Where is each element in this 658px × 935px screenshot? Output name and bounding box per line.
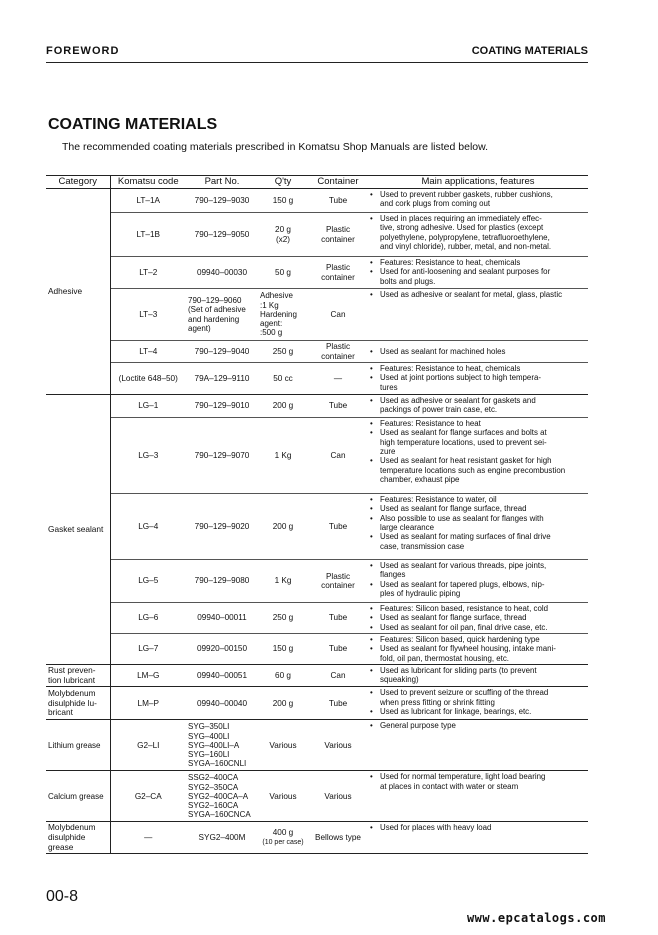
applications-cell: • Used as lubricant for sliding parts (to prevent squeaking) (368, 665, 588, 687)
table-row (46, 363, 588, 395)
header-section-title: FOREWORD (46, 45, 120, 57)
part-cell: SYG–350LI SYG–400LI SYG–400LI–A SYG–160LI SYGA–160CNLI (186, 720, 258, 771)
part-cell: 790–129–9040 (186, 341, 258, 363)
col-header-container: Container (308, 176, 368, 189)
table-row (46, 257, 588, 289)
container-cell: Plastic container (308, 341, 368, 363)
applications-cell: • Used as sealant for machined holes (368, 341, 588, 363)
container-cell: Plastic container (308, 213, 368, 257)
container-cell: Can (308, 289, 368, 341)
table-header-row (46, 176, 588, 189)
table-row (46, 771, 588, 822)
part-cell: 790–129–9070 (186, 418, 258, 494)
col-header-applications: Main applications, features (368, 176, 588, 189)
applications-cell: • Used to prevent seizure or scuffing of the thread when press fitting or shrink fitting • Used as lubricant for linkage, bearings, etc. (368, 687, 588, 720)
container-cell: Tube (308, 603, 368, 634)
code-cell: LG–4 (110, 494, 186, 560)
code-cell: — (110, 822, 186, 854)
code-cell: LT–1A (136, 195, 160, 205)
qty-cell: 250 g (258, 603, 308, 634)
code-cell: (Loctite 648–50) (110, 363, 186, 395)
category-gasket-sealant: Gasket sealant (46, 395, 110, 665)
table-row (46, 189, 588, 213)
code-cell: G2–CA (110, 771, 186, 822)
qty-cell: 60 g (258, 665, 308, 687)
part-cell: 790–129–9020 (186, 494, 258, 560)
category-molybdenum-grease: Molybdenum disulphide grease (46, 822, 110, 854)
watermark-url: www.epcatalogs.com (466, 911, 606, 925)
qty-cell: 200 g (258, 687, 308, 720)
part-cell: 790–129–9050 (186, 213, 258, 257)
table-row (46, 341, 588, 363)
page-title: COATING MATERIALS (48, 116, 218, 133)
table-row (46, 395, 588, 418)
category-molybdenum-lubricant: Molybdenum disulphide lu- bricant (46, 687, 110, 720)
code-cell: LG–6 (110, 603, 186, 634)
qty-cell: 400 g (10 per case) (258, 822, 308, 854)
part-cell: 09940–00011 (186, 603, 258, 634)
part-cell: 790–129–9060 (Set of adhesive and hardening agent) (186, 289, 258, 341)
container-cell: Tube (328, 195, 348, 205)
qty-cell: 200 g (272, 401, 294, 411)
qty-cell: 50 g (258, 257, 308, 289)
qty-cell: Various (258, 771, 308, 822)
applications-cell: • Used as adhesive or sealant for metal, glass, plastic (368, 289, 588, 341)
table-row (46, 603, 588, 634)
applications-cell: • General purpose type (368, 720, 588, 771)
part-cell: 790–129–9030 (194, 195, 250, 205)
part-cell: 79A–129–9110 (186, 363, 258, 395)
category-rust-prevention: Rust preven- tion lubricant (46, 665, 110, 687)
qty-cell: 150 g (272, 195, 294, 205)
part-cell: 790–129–9080 (186, 560, 258, 603)
container-cell: Tube (328, 401, 348, 411)
qty-cell: 50 cc (258, 363, 308, 395)
applications-cell: • Features: Silicon based, quick hardening type • Used as sealant for flywheel housing, intake mani- fold, oil pan, thermostat housing, etc. (368, 634, 588, 665)
table-row (46, 822, 588, 854)
code-cell: G2–LI (110, 720, 186, 771)
code-cell: LG–7 (110, 634, 186, 665)
qty-cell: 200 g (258, 494, 308, 560)
code-cell: LT–2 (110, 257, 186, 289)
code-cell: LG–1 (138, 401, 159, 411)
part-cell: 09940–00030 (186, 257, 258, 289)
page-number: 00-8 (46, 888, 79, 905)
applications-cell: • Features: Resistance to heat • Used as sealant for flange surfaces and bolts at high temperature locations, used to prevent sei- zure • Used as sealant for heat resistant gasket for high temperature locations such as engine precombustion chamber, exhaust pipe (368, 418, 588, 494)
container-cell: Various (308, 720, 368, 771)
applications-cell: • Used for places with heavy load (368, 822, 588, 854)
part-cell: 09920–00150 (186, 634, 258, 665)
code-cell: LT–3 (110, 289, 186, 341)
code-cell: LM–P (110, 687, 186, 720)
part-cell: 790–129–9010 (194, 401, 250, 411)
part-cell: 09940–00040 (186, 687, 258, 720)
table-row (46, 560, 588, 603)
intro-text: The recommended coating materials prescribed in Komatsu Shop Manuals are listed below. (62, 141, 489, 153)
container-cell: Tube (308, 687, 368, 720)
code-cell: LT–1B (110, 213, 186, 257)
part-cell: 09940–00051 (186, 665, 258, 687)
applications-cell: • Used for normal temperature, light load bearing at places in contact with water or steam (368, 771, 588, 822)
table-row (46, 418, 588, 494)
applications-cell: • Features: Resistance to water, oil • Used as sealant for flange surface, thread • Also possible to use as sealant for flanges with large clearance • Used as sealant for mating surfaces of final drive case, transmission case (368, 494, 588, 560)
applications-cell: • Features: Resistance to heat, chemicals • Used for anti-loosening and sealant purposes for bolts and plugs. (368, 257, 588, 289)
part-cell: SYG2–400M (186, 822, 258, 854)
col-header-part: Part No. (186, 176, 258, 189)
container-cell: Tube (308, 634, 368, 665)
container-cell: Plastic container (308, 560, 368, 603)
applications-cell: • Features: Resistance to heat, chemicals • Used at joint portions subject to high tempera- tures (368, 363, 588, 395)
qty-cell: 1 Kg (258, 418, 308, 494)
coating-materials-table (46, 175, 588, 854)
container-cell: Various (308, 771, 368, 822)
container-cell: Can (308, 665, 368, 687)
table-row (46, 634, 588, 665)
applications-cell: • Used in places requiring an immediately effec- tive, strong adhesive. Used for plastics (except polyethylene, polypropylene, tetrafluoroethylene, and vinyl chloride), rubber, metal, and non-metal. (368, 213, 588, 257)
part-cell: SSG2–400CA SYG2–350CA SYG2–400CA–A SYG2–160CA SYGA–160CNCA (186, 771, 258, 822)
applications-cell: • Used as adhesive or sealant for gaskets and packings of power train case, etc. (370, 396, 536, 415)
qty-cell: Adhesive :1 Kg Hardening agent: :500 g (258, 289, 308, 341)
qty-cell: 250 g (258, 341, 308, 363)
col-header-code: Komatsu code (110, 176, 186, 189)
col-header-category: Category (46, 176, 110, 189)
qty-cell: 20 g (x2) (258, 213, 308, 257)
qty-cell: 150 g (258, 634, 308, 665)
table-row (46, 213, 588, 257)
code-cell: LG–5 (110, 560, 186, 603)
table-row (46, 494, 588, 560)
category-lithium-grease: Lithium grease (46, 720, 110, 771)
code-cell: LM–G (110, 665, 186, 687)
container-cell: Bellows type (308, 822, 368, 854)
category-adhesive: Adhesive (46, 189, 110, 395)
container-cell: — (308, 363, 368, 395)
category-calcium-grease: Calcium grease (46, 771, 110, 822)
col-header-qty: Q'ty (258, 176, 308, 189)
container-cell: Plastic container (308, 257, 368, 289)
header-divider (46, 62, 588, 63)
table-row (46, 289, 588, 341)
table-row (46, 720, 588, 771)
applications-cell: • Features: Silicon based, resistance to heat, cold • Used as sealant for flange surface, thread • Used as sealant for oil pan, final drive case, etc. (368, 603, 588, 634)
header-page-title: COATING MATERIALS (471, 45, 588, 57)
table-row (46, 665, 588, 687)
container-cell: Tube (308, 494, 368, 560)
qty-cell: 1 Kg (258, 560, 308, 603)
qty-cell: Various (258, 720, 308, 771)
container-cell: Can (308, 418, 368, 494)
code-cell: LG–3 (110, 418, 186, 494)
applications-cell: • Used as sealant for various threads, pipe joints, flanges • Used as sealant for tapered plugs, elbows, nip- ples of hydraulic piping (368, 560, 588, 603)
code-cell: LT–4 (110, 341, 186, 363)
table-row (46, 687, 588, 720)
applications-cell: • Used to prevent rubber gaskets, rubber cushions, and cork plugs from coming out (370, 190, 553, 209)
